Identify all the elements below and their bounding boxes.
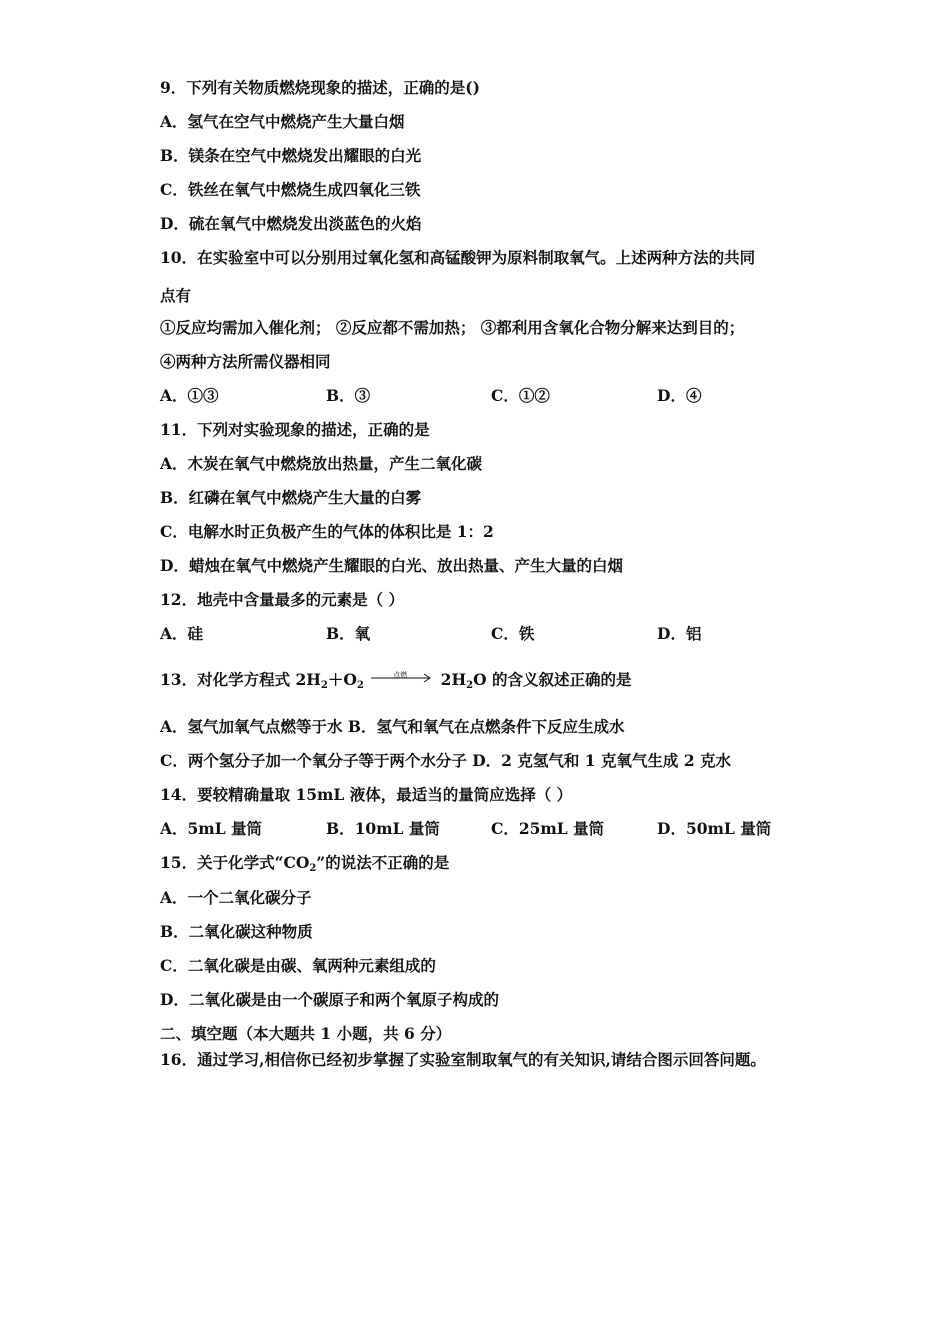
q9-stem: 9．下列有关物质燃烧现象的描述，正确的是() [160,78,480,97]
q13-options-row1: A．氢气加氧气点燃等于水 B．氢气和氧气在点燃条件下反应生成水 [160,717,625,736]
q12-option-b: B．氧 [326,624,371,643]
q11-option-d: D．蜡烛在氧气中燃烧产生耀眼的白光、放出热量、产生大量的白烟 [160,556,623,575]
q15-option-c: C．二氧化碳是由碳、氧两种元素组成的 [160,956,436,975]
q13-product-subscript: 2 [466,680,474,691]
q15-stem-end: ”的说法不正确的是 [316,853,450,872]
q13-product: 2H [440,670,467,689]
arrow-icon [371,673,433,685]
q13-plus-o: ＋O [327,670,357,689]
q9-option-d: D．硫在氧气中燃烧发出淡蓝色的火焰 [160,214,422,233]
q12-stem: 12．地壳中含量最多的元素是（ ） [160,590,404,609]
q10-stem-line1: 10．在实验室中可以分别用过氧化氢和高锰酸钾为原料制取氧气。上述两种方法的共同 [160,248,756,267]
q11-option-a: A．木炭在氧气中燃烧放出热量，产生二氧化碳 [160,454,483,473]
q10-option-b: B．③ [326,386,371,405]
q11-option-c: C．电解水时正负极产生的气体的体积比是 1：2 [160,522,494,541]
q11-stem: 11．下列对实验现象的描述，正确的是 [160,420,430,439]
q13-stem [160,670,631,696]
q10-stem-line2: 点有 [160,286,192,305]
q14-stem: 14．要较精确量取 15mL 液体，最适当的量筒应选择（ ） [160,785,573,804]
q15-option-b: B．二氧化碳这种物质 [160,922,313,941]
q14-option-d: D．50mL 量筒 [657,819,772,838]
q16-stem: 16．通过学习,相信你已经初步掌握了实验室制取氧气的有关知识,请结合图示回答问题。 [160,1050,766,1069]
q14-option-c: C．25mL 量筒 [491,819,605,838]
q12-option-d: D．铝 [657,624,702,643]
q9-option-b: B．镁条在空气中燃烧发出耀眼的白光 [160,146,422,165]
q13-prefix: 13．对化学方程式 2H [160,670,321,689]
q13-h-subscript: 2 [320,680,328,691]
q9-option-a: A．氢气在空气中燃烧产生大量白烟 [160,112,405,131]
q13-suffix: O 的含义叙述正确的是 [473,670,632,689]
q9-option-c: C．铁丝在氧气中燃烧生成四氧化三铁 [160,180,421,199]
q12-option-c: C．铁 [491,624,535,643]
q13-options-row2: C．两个氢分子加一个氧分子等于两个水分子 D．2 克氢气和 1 克氧气生成 2 克水 [160,751,732,770]
q14-option-a: A．5mL 量筒 [160,819,263,838]
q15-subscript: 2 [309,863,317,874]
q11-option-b: B．红磷在氧气中燃烧产生大量的白雾 [160,488,422,507]
q15-stem-start: 15．关于化学式“CO [160,853,310,872]
q15-option-a: A．一个二氧化碳分子 [160,888,312,907]
q10-option-c: C．①② [491,386,550,405]
reaction-condition: 点燃 [393,671,408,679]
q10-statements-line2: ④两种方法所需仪器相同 [160,352,331,371]
q15-stem [160,853,449,879]
q15-option-d: D．二氧化碳是由一个碳原子和两个氧原子构成的 [160,990,499,1009]
q10-option-a: A．①③ [160,386,219,405]
q13-o-subscript: 2 [356,680,364,691]
q14-option-b: B．10mL 量筒 [326,819,440,838]
q10-statements-line1: ①反应均需加入催化剂； ②反应都不需加热； ③都利用含氧化合物分解来达到目的； [160,318,745,337]
reaction-arrow [371,671,433,691]
q12-option-a: A．硅 [160,624,204,643]
section-heading: 二、填空题（本大题共 1 小题，共 6 分） [160,1024,452,1043]
q10-option-d: D．④ [657,386,702,405]
